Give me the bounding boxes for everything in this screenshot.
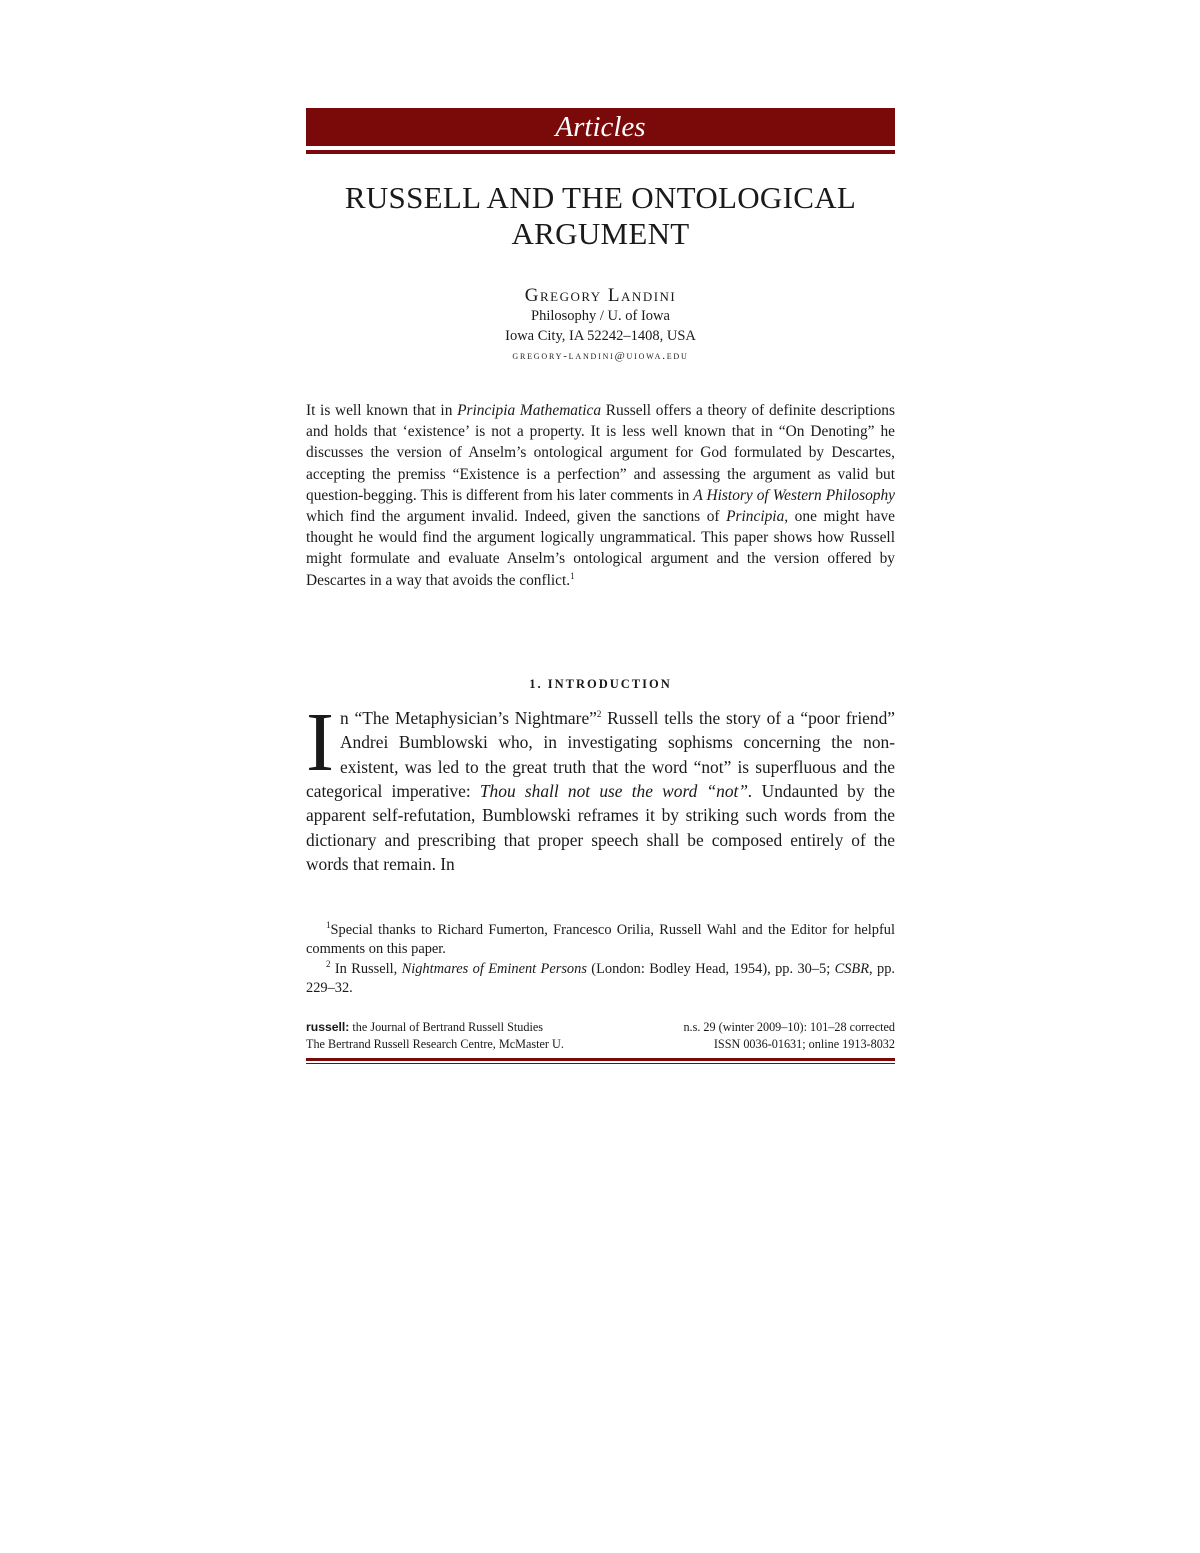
body-paragraph: [306, 695, 895, 877]
footnote-marker[interactable]: 1: [570, 570, 575, 581]
body-emphasis: Thou shall not use the word “not”.: [479, 781, 753, 802]
abstract-text: one might have thought he would find the argument logically ungrammatical. This paper shows how Russell might formulate and evaluate Anselm’s ontological argument and the version offered by Descartes in a way that avoids the conflict.: [306, 508, 895, 589]
footnote-2: [306, 960, 895, 999]
article-title: RUSSELL AND THE ONTOLOGICAL ARGUMENT: [344, 180, 857, 251]
issn: ISSN 0036-01631; online 1913-8032: [713, 1036, 895, 1051]
footnote-title-ref: CSBR: [834, 960, 870, 977]
footnote-text: , pp. 229–32.: [306, 960, 895, 997]
footnote-text: In Russell,: [330, 960, 402, 977]
body-text: Undaunted by the apparent self-refutation, Bumblowski reframes it by striking such words from the dictionary and prescribing that proper speech shall be composed entirely of the words that remain. In: [306, 781, 895, 875]
footer-row-1: [306, 1019, 895, 1036]
abstract-title-ref: A History of Western Philosophy: [693, 486, 895, 504]
abstract-title-ref: Principia,: [726, 508, 789, 526]
banner-label: Articles: [555, 111, 646, 143]
abstract-title-ref: Principia Mathematica: [457, 402, 602, 419]
journal-footer: [306, 1019, 895, 1064]
footer-row-2: [306, 1036, 895, 1053]
issue-info: n.s. 29 (winter 2009–10): 101–28 corrected: [683, 1019, 895, 1034]
journal-name: [306, 1019, 543, 1036]
abstract: [306, 400, 895, 591]
footnote-number: 2: [326, 958, 331, 969]
section-heading: 1. INTRODUCTION: [529, 676, 672, 691]
footnote-marker[interactable]: 2: [596, 709, 602, 720]
footer-rule-thin: [306, 1063, 895, 1064]
abstract-text: Russell offers a theory of definite descriptions and holds that ‘existence’ is not a property. It is less well known that in “On Denoting” he discusses the version of Anselm’s ontological argument for God formulated by Descartes, accepting the premiss “Existence is a perfection” and assessing the argument as valid but question-begging. This is different from his later comments in: [306, 402, 895, 504]
author-name: Gregory Landini: [524, 285, 677, 306]
drop-cap: I: [306, 695, 334, 789]
body-text: Russell tells the story of a “poor friend” Andrei Bumblowski who, in investigating sophisms concerning the non-existent, was led to the great truth that the word “not” is superfluous and the categorical imperative:: [306, 707, 895, 802]
journal-name-bold: russell:: [306, 1019, 350, 1034]
abstract-text: which find the argument invalid. Indeed, given the sanctions of: [306, 508, 727, 526]
footnote-title-ref: Nightmares of Eminent Persons: [401, 960, 587, 977]
footnote-number: 1: [326, 919, 331, 930]
footnote-1: [306, 921, 895, 960]
article-page: [306, 108, 895, 1064]
articles-banner: [306, 108, 895, 146]
banner-rule: [306, 150, 895, 154]
footnotes: [306, 921, 895, 999]
footer-rule-thick: [306, 1058, 895, 1061]
author-address: Iowa City, IA 52242–1408, USA: [505, 328, 696, 344]
abstract-text: It is well known that in: [306, 402, 458, 419]
footnote-text: (London: Bodley Head, 1954), pp. 30–5;: [586, 960, 835, 977]
journal-name-rest: the Journal of Bertrand Russell Studies: [349, 1019, 543, 1034]
footnote-text: Special thanks to Richard Fumerton, Francesco Orilia, Russell Wahl and the Editor for helpful comments on this paper.: [306, 921, 895, 958]
author-email[interactable]: gregory-landini@uiowa.edu: [512, 350, 689, 362]
publisher: The Bertrand Russell Research Centre, McMaster U.: [306, 1036, 564, 1051]
author-affiliation: Philosophy / U. of Iowa: [531, 308, 670, 324]
body-text: n “The Metaphysician’s Nightmare”: [339, 707, 597, 728]
